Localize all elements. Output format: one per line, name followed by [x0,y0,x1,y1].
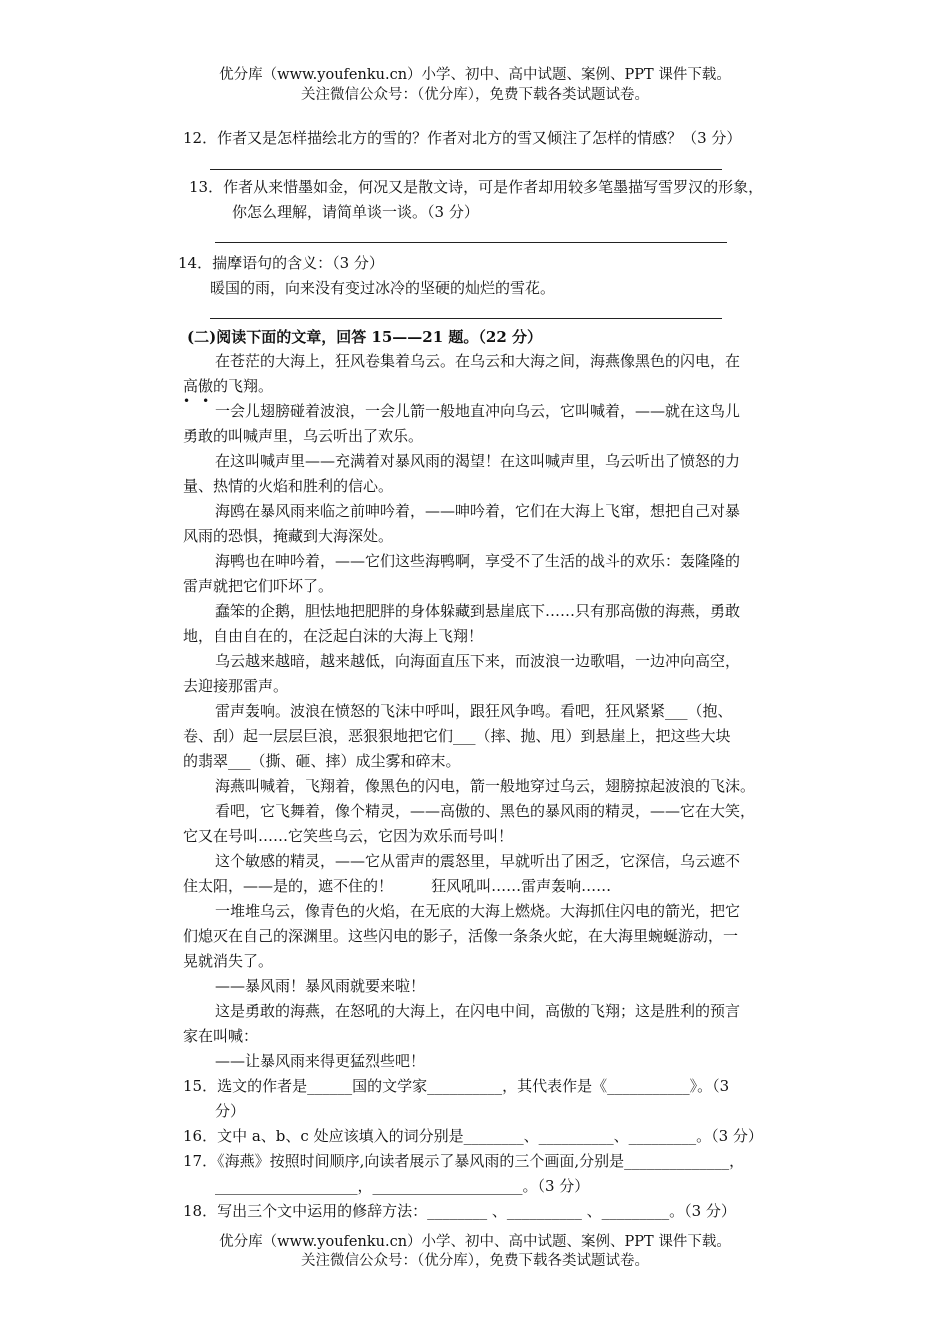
passage-line: 一会儿翅膀碰着波浪，一会儿箭一般地直冲向乌云，它叫喊着，——就在这鸟儿 [215,402,741,420]
passage-line: 蠢笨的企鹅，胆怯地把肥胖的身体躲藏到悬崖底下……只有那高傲的海燕，勇敢 [215,602,741,620]
passage-line: 家在叫喊： [183,1027,259,1045]
passage-line: 海鸭也在呻吟着，——它们这些海鸭啊，享受不了生活的战斗的欢乐：轰隆隆的 [215,552,741,570]
passage-line: 雷声就把它们吓坏了。 [183,577,334,595]
question-14-quote: 暖国的雨，向来没有变过冰冷的坚硬的灿烂的雪花。 [210,279,556,297]
passage-line: 风雨的恐惧，掩藏到大海深处。 [183,527,394,545]
answer-line-12 [210,169,722,170]
passage-line: 海燕叫喊着，飞翔着，像黑色的闪电，箭一般地穿过乌云，翅膀掠起波浪的飞沫。 [215,777,756,795]
header-line-1: 优分库（www.youfenku.cn）小学、初中、高中试题、案例、PPT 课件下载。 [219,67,731,83]
passage-line: 海鸥在暴风雨来临之前呻吟着，——呻吟着，它们在大海上飞窜，想把自己对暴 [215,502,741,520]
passage-line: 量、热情的火焰和胜利的信心。 [183,477,394,495]
passage-line: 它又在号叫……它笑些乌云，它因为欢乐而号叫！ [183,827,514,845]
section-2-title: (二)阅读下面的文章，回答 15——21 题。（22 分） [187,328,542,346]
question-14-line-1: 14．揣摩语句的含义：（3 分） [178,254,384,272]
passage-line: 高傲的飞翔。 [183,377,274,395]
answer-line-13 [215,242,727,243]
footer-line-1: 优分库（www.youfenku.cn）小学、初中、高中试题、案例、PPT 课件下载。 [219,1234,731,1250]
emphasis-dots: •• [183,394,222,408]
question-17-line-2: ___________________，____________________。（3 分） [215,1177,590,1195]
passage-line: 这是勇敢的海燕，在怒吼的大海上，在闪电中间，高傲的飞翔；这是胜利的预言 [215,1002,741,1020]
question-13-line-2: 你怎么理解，请简单谈一谈。（3 分） [232,203,479,221]
passage-line: 一堆堆乌云，像青色的火焰，在无底的大海上燃烧。大海抓住闪电的箭光，把它 [215,902,741,920]
passage-line: ——让暴风雨来得更猛烈些吧！ [215,1052,426,1070]
question-17-line-1: 17．《海燕》按照时间顺序,向读者展示了暴风雨的三个画面,分别是______________， [183,1152,745,1170]
passage-line: 的翡翠___（撕、砸、摔）成尘雾和碎末。 [183,752,461,770]
passage-line: 雷声轰响。波浪在愤怒的飞沫中呼叫，跟狂风争鸣。看吧，狂风紧紧___（抱、 [215,702,733,720]
passage-line: ——暴风雨！暴风雨就要来啦！ [215,977,426,995]
passage-line: 乌云越来越暗，越来越低，向海面直压下来，而波浪一边歌唱，一边冲向高空， [215,652,741,670]
question-15-line-2: 分） [215,1102,246,1120]
answer-line-14 [210,318,722,319]
header-line-2: 关注微信公众号：（优分库），免费下载各类试题试卷。 [301,87,649,103]
passage-line: 卷、刮）起一层层巨浪，恶狠狠地把它们___（摔、抛、甩）到悬崖上，把这些大块 [183,727,731,745]
question-18: 18．写出三个文中运用的修辞方法：________ 、__________ 、_________。（3 分） [183,1202,736,1220]
passage-line: 在这叫喊声里——充满着对暴风雨的渴望！在这叫喊声里，乌云听出了愤怒的力 [215,452,741,470]
passage-line: 看吧，它飞舞着，像个精灵，——高傲的、黑色的暴风雨的精灵，——它在大笑， [215,802,756,820]
passage-line: 这个敏感的精灵，——它从雷声的震怒里，早就听出了困乏，它深信，乌云遮不 [215,852,741,870]
passage-line: 地，自由自在的，在泛起白沫的大海上飞翔！ [183,627,484,645]
question-12: 12．作者又是怎样描绘北方的雪的？作者对北方的雪又倾注了怎样的情感？（3 分） [183,129,742,147]
passage-line: 去迎接那雷声。 [183,677,289,695]
passage-line: 们熄灭在自己的深渊里。这些闪电的影子，活像一条条火蛇，在大海里蜿蜒游动，一 [183,927,739,945]
passage-line: 在苍茫的大海上，狂风卷集着乌云。在乌云和大海之间，海燕像黑色的闪电，在 [215,352,741,370]
question-16: 16．文中 a、b、c 处应该填入的词分别是________、__________、_________。（3 分） [183,1127,763,1145]
passage-line: 晃就消失了。 [183,952,274,970]
passage-line: 勇敢的叫喊声里，乌云听出了欢乐。 [183,427,424,445]
question-15-line-1: 15．选文的作者是______国的文学家__________，其代表作是《___________》。（3 [183,1077,730,1095]
footer-line-2: 关注微信公众号：（优分库），免费下载各类试题试卷。 [301,1253,649,1269]
question-13-line-1: 13．作者从来惜墨如金，何况又是散文诗，可是作者却用较多笔墨描写雪罗汉的形象， [189,178,764,196]
passage-line: 住太阳，——是的，遮不住的！ 狂风吼叫……雷声轰响…… [183,877,612,895]
